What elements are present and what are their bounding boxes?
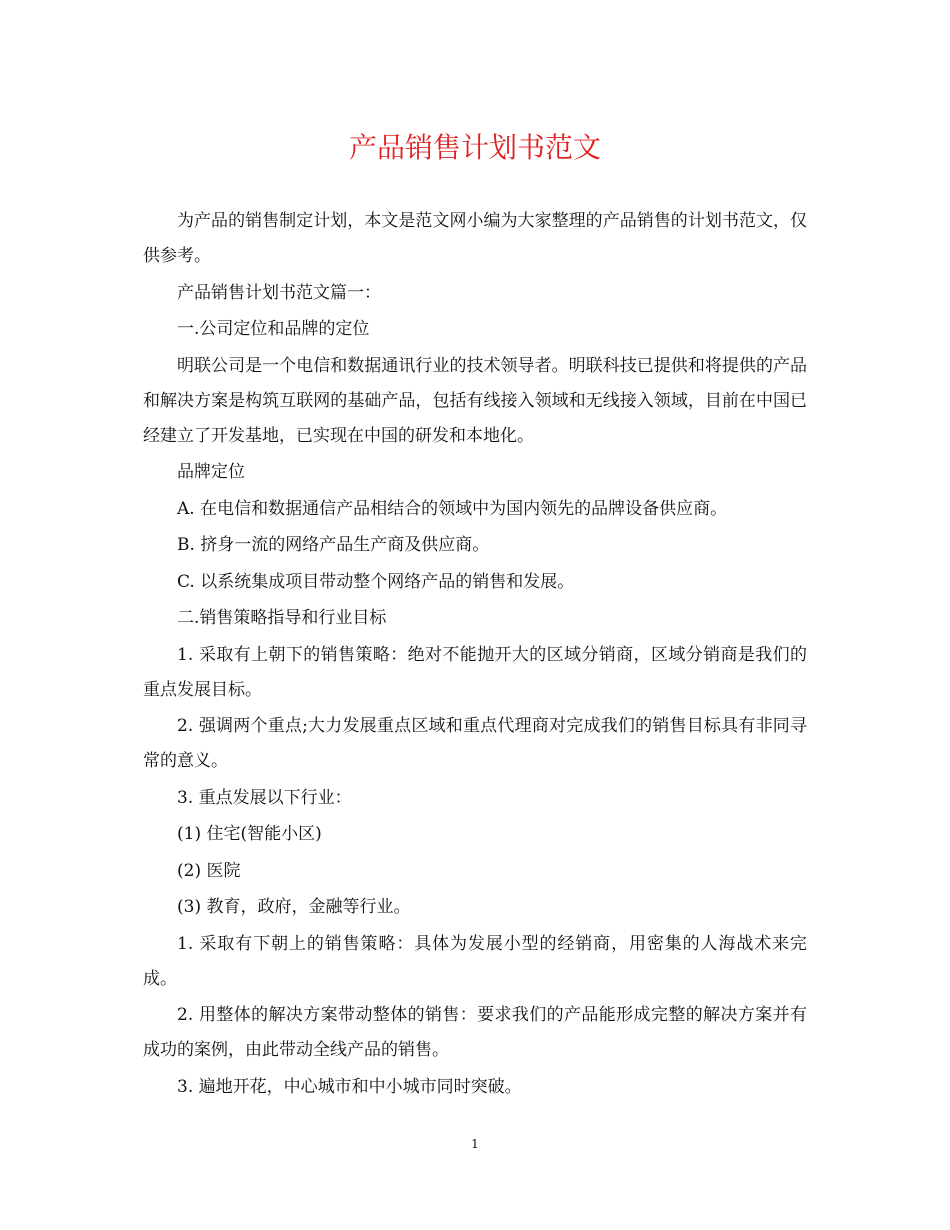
- paragraph-item-b: B. 挤身一流的网络产品生产商及供应商。: [177, 535, 490, 555]
- document-title: 产品销售计划书范文: [348, 131, 601, 164]
- paragraph-industry-3: (3) 教育，政府，金融等行业。: [177, 897, 411, 917]
- paragraph-industry-1: (1) 住宅(智能小区): [177, 824, 322, 844]
- paragraph-brand-positioning: 品牌定位: [177, 462, 245, 482]
- paragraph-intro: 为产品的销售制定计划，本文是范文网小编为大家整理的产品销售的计划书范文，仅供参考。: [143, 211, 807, 266]
- paragraph-industry-2: (2) 医院: [177, 860, 241, 881]
- page-number: 1: [471, 1137, 479, 1151]
- paragraph-strategy-3: 3. 重点发展以下行业：: [177, 787, 352, 808]
- paragraph-company-description: 明联公司是一个电信和数据通讯行业的技术领导者。明联科技已提供和将提供的产品和解决方案是构筑互联网的基础产品，包括有线接入领域和无线接入领域，目前在中国已经建立了开发基地，已实现在中国的研发和本地化。: [143, 355, 807, 446]
- paragraph-section-heading: 产品销售计划书范文篇一：: [177, 282, 381, 303]
- paragraph-strategy-2: 2. 强调两个重点;大力发展重点区域和重点代理商对完成我们的销售目标具有非同寻常的意义。: [143, 716, 807, 771]
- paragraph-tactic-1: 1. 采取有下朝上的销售策略：具体为发展小型的经销商，用密集的人海战术来完成。: [143, 933, 807, 989]
- paragraph-heading-positioning: 一.公司定位和品牌的定位: [177, 319, 370, 339]
- paragraph-tactic-2: 2. 用整体的解决方案带动整体的销售：要求我们的产品能形成完整的解决方案并有成功的案例，由此带动全线产品的销售。: [143, 1005, 807, 1060]
- paragraph-tactic-3: 3. 遍地开花，中心城市和中小城市同时突破。: [177, 1076, 522, 1097]
- paragraph-strategy-1: 1. 采取有上朝下的销售策略：绝对不能抛开大的区域分销商，区域分销商是我们的重点发展目标。: [143, 644, 807, 700]
- document-body: [143, 204, 807, 1106]
- paragraph-item-c: C. 以系统集成项目带动整个网络产品的销售和发展。: [177, 571, 575, 592]
- paragraph-item-a: A. 在电信和数据通信产品相结合的领域中为国内领先的品牌设备供应商。: [177, 498, 728, 519]
- paragraph-heading-strategy: 二.销售策略指导和行业目标: [177, 608, 387, 628]
